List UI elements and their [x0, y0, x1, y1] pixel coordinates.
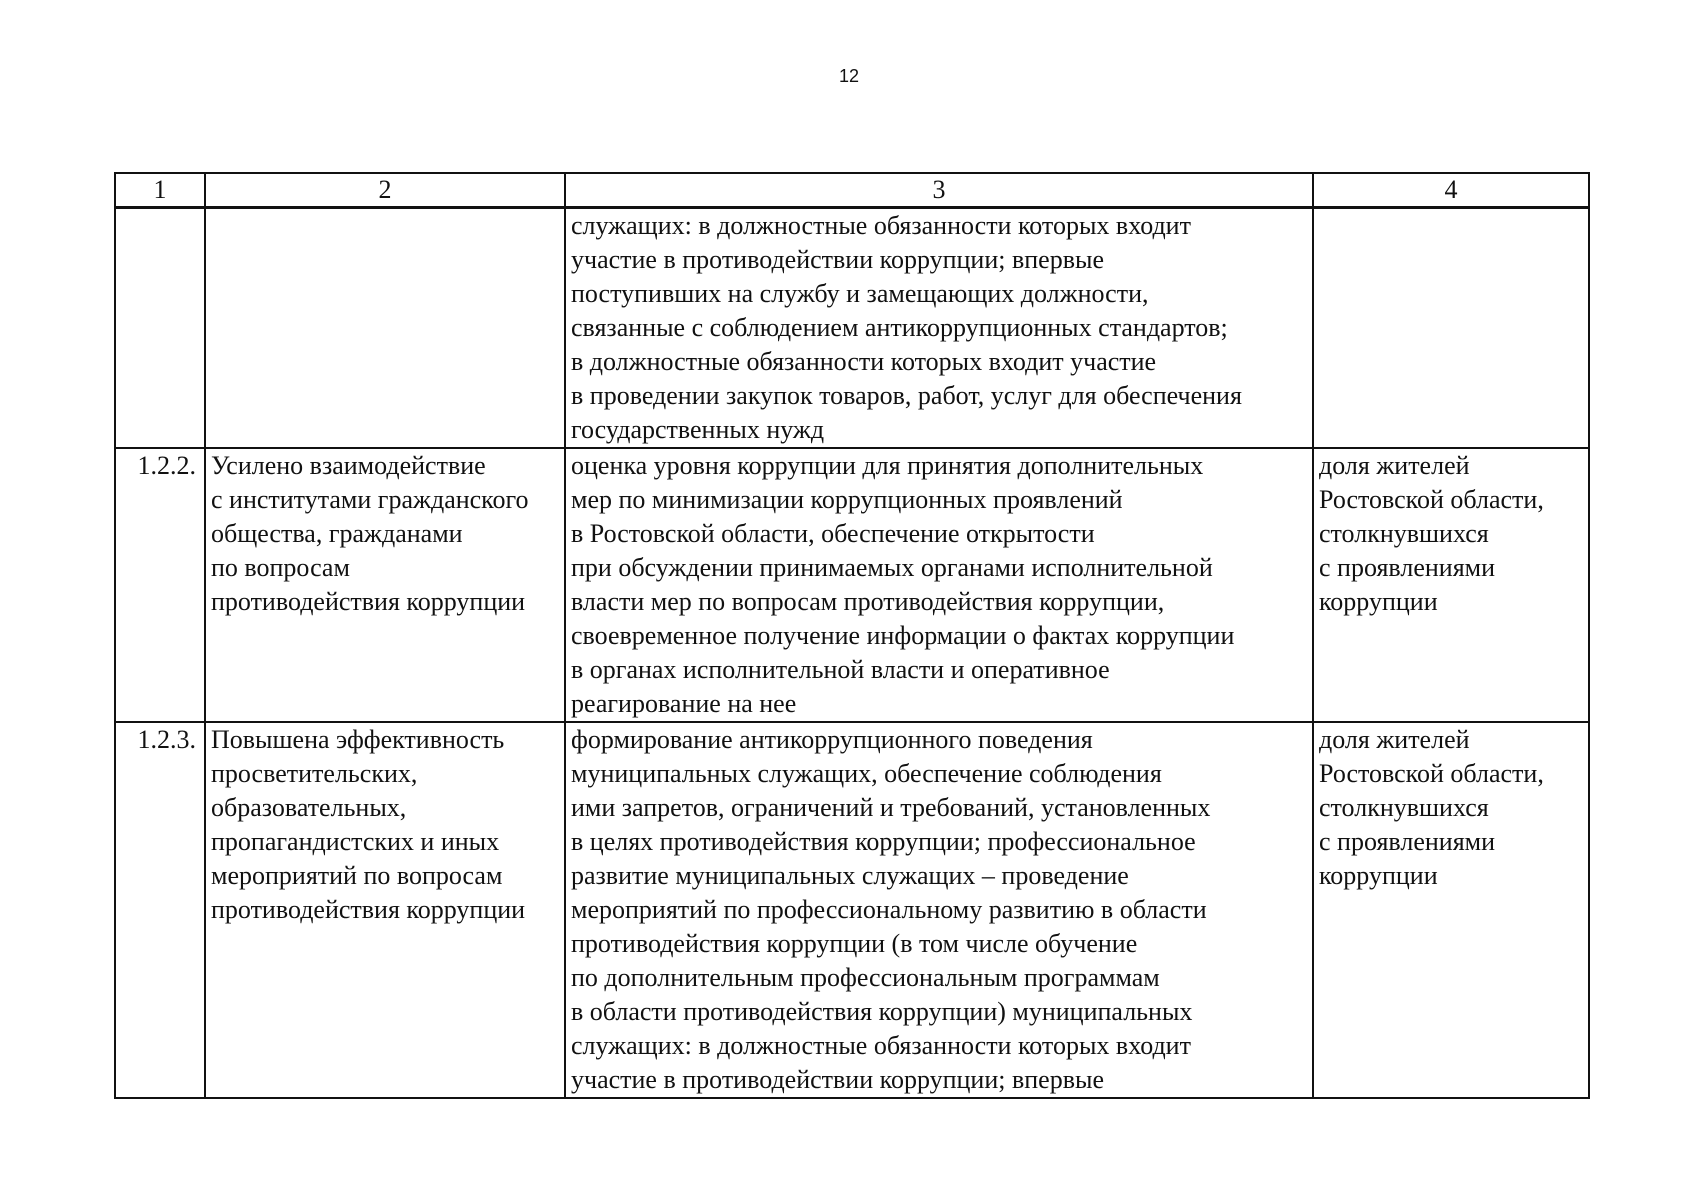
cell-text-line: общества, гражданами [211, 519, 463, 548]
indicator-cell [1313, 208, 1589, 449]
cell-text-line: противодействия коррупции [211, 587, 526, 616]
result-cell [205, 722, 565, 1098]
cell-text-line: развитие муниципальных служащих – проведение [571, 861, 1129, 890]
cell-text-line: служащих: в должностные обязанности которых входит [571, 1031, 1191, 1060]
cell-text-line: участие в противодействии коррупции; впервые [571, 245, 1104, 274]
cell-text-line: по вопросам [211, 553, 350, 582]
header-col-3: 3 [565, 173, 1313, 208]
table-row [115, 208, 1589, 449]
cell-text-line: в Ростовской области, обеспечение открытости [571, 519, 1095, 548]
cell-text-line: служащих: в должностные обязанности которых входит [571, 211, 1191, 240]
cell-text-line: власти мер по вопросам противодействия коррупции, [571, 587, 1165, 616]
cell-text-line: участие в противодействии коррупции; впервые [571, 1065, 1104, 1094]
cell-text-line: реагирование на нее [571, 689, 797, 718]
cell-text-line: коррупции [1319, 587, 1438, 616]
cell-text-line: мероприятий по профессиональному развитию в области [571, 895, 1207, 924]
table-row [115, 722, 1589, 1098]
cell-text-line: связанные с соблюдением антикоррупционных стандартов; [571, 313, 1228, 342]
cell-text-line: противодействия коррупции (в том числе обучение [571, 929, 1138, 958]
activity-cell [565, 722, 1313, 1098]
cell-text-line: противодействия коррупции [211, 895, 526, 924]
cell-text-line: Усилено взаимодействие [211, 451, 486, 480]
cell-text-line: поступивших на службу и замещающих должности, [571, 279, 1149, 308]
cell-text-line: формирование антикоррупционного поведения [571, 725, 1093, 754]
result-cell [205, 448, 565, 722]
cell-text-line: мероприятий по вопросам [211, 861, 503, 890]
cell-text-line: мер по минимизации коррупционных проявлений [571, 485, 1123, 514]
cell-text-line: своевременное получение информации о фактах коррупции [571, 621, 1235, 650]
cell-text-line: столкнувшихся [1319, 519, 1489, 548]
cell-text-line: Ростовской области, [1319, 759, 1544, 788]
cell-text-line: ими запретов, ограничений и требований, установленных [571, 793, 1211, 822]
cell-text-line: Повышена эффективность [211, 725, 505, 754]
header-col-4: 4 [1313, 173, 1589, 208]
cell-text-line: доля жителей [1319, 725, 1470, 754]
cell-text-line: в области противодействия коррупции) муниципальных [571, 997, 1193, 1026]
cell-text-line: при обсуждении принимаемых органами исполнительной [571, 553, 1213, 582]
cell-text-line: в проведении закупок товаров, работ, услуг для обеспечения [571, 381, 1242, 410]
cell-text-line: доля жителей [1319, 451, 1470, 480]
cell-text-line: образовательных, [211, 793, 407, 822]
cell-text-line: коррупции [1319, 861, 1438, 890]
cell-text-line: столкнувшихся [1319, 793, 1489, 822]
cell-text-line: государственных нужд [571, 415, 825, 444]
table-body [115, 208, 1589, 1099]
cell-text-line: по дополнительным профессиональным программам [571, 963, 1160, 992]
cell-text-line: просветительских, [211, 759, 418, 788]
cell-text-line: пропагандистских и иных [211, 827, 500, 856]
cell-text-line: муниципальных служащих, обеспечение соблюдения [571, 759, 1162, 788]
activity-cell [565, 448, 1313, 722]
measures-table [114, 172, 1590, 1099]
cell-text-line: в целях противодействия коррупции; профессиональное [571, 827, 1196, 856]
cell-text-line: оценка уровня коррупции для принятия дополнительных [571, 451, 1204, 480]
page-number: 12 [838, 66, 860, 86]
cell-text-line: с проявлениями [1319, 827, 1496, 856]
indicator-cell [1313, 448, 1589, 722]
activity-cell [565, 208, 1313, 449]
table-header-row [115, 173, 1589, 208]
row-number-cell [115, 208, 205, 449]
cell-text-line: с институтами гражданского [211, 485, 529, 514]
row-number-cell: 1.2.2. [115, 448, 205, 722]
cell-text-line: с проявлениями [1319, 553, 1496, 582]
cell-text-line: в должностные обязанности которых входит участие [571, 347, 1157, 376]
indicator-cell [1313, 722, 1589, 1098]
header-col-1: 1 [115, 173, 205, 208]
cell-text-line: в органах исполнительной власти и оперативное [571, 655, 1110, 684]
header-col-2: 2 [205, 173, 565, 208]
result-cell [205, 208, 565, 449]
cell-text-line: Ростовской области, [1319, 485, 1544, 514]
table-row [115, 448, 1589, 722]
row-number-cell: 1.2.3. [115, 722, 205, 1098]
